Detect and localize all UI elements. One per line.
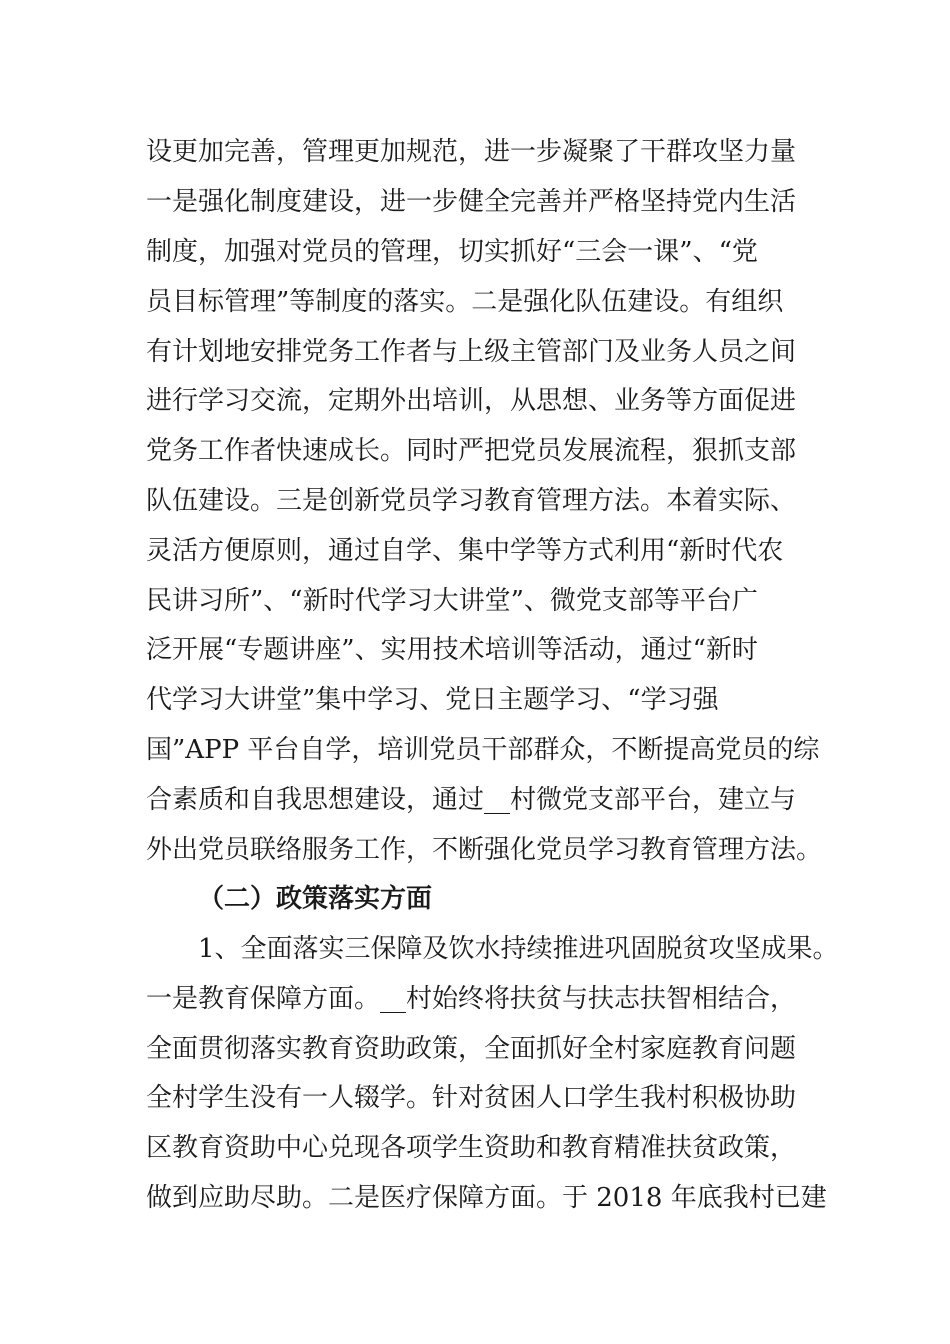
paragraph-line: 国”APP 平台自学，培训党员干部群众，不断提高党员的综 — [146, 735, 820, 765]
section-heading: （二）政策落实方面 — [198, 884, 433, 914]
paragraph-line: 员目标管理”等制度的落实。二是强化队伍建设。有组织 — [146, 287, 784, 317]
paragraph-line: 进行学习交流，定期外出培训，从思想、业务等方面促进 — [146, 386, 797, 416]
paragraph-line: 党务工作者快速成长。同时严把党员发展流程，狠抓支部 — [146, 436, 797, 466]
paragraph-line: 泛开展“专题讲座”、实用技术培训等活动，通过“新时 — [146, 635, 758, 665]
paragraph-line: 民讲习所”、“新时代学习大讲堂”、微党支部等平台广 — [146, 586, 758, 616]
paragraph-line: 队伍建设。三是创新党员学习教育管理方法。本着实际、 — [146, 486, 797, 516]
paragraph-line: 做到应助尽助。二是医疗保障方面。于 2018 年底我村已建 — [146, 1183, 827, 1213]
paragraph-line: 一是强化制度建设，进一步健全完善并严格坚持党内生活 — [146, 187, 797, 217]
paragraph-line: 区教育资助中心兑现各项学生资助和教育精准扶贫政策， — [146, 1133, 797, 1163]
paragraph-line: 代学习大讲堂”集中学习、党日主题学习、“学习强 — [146, 685, 719, 715]
paragraph-line: 灵活方便原则，通过自学、集中学等方式利用“新时代农 — [146, 536, 784, 566]
paragraph-line: 一是教育保障方面。__村始终将扶贫与扶志扶智相结合， — [146, 984, 797, 1014]
paragraph-line: 全村学生没有一人辍学。针对贫困人口学生我村积极协助 — [146, 1083, 797, 1113]
paragraph-line: 全面贯彻落实教育资助政策，全面抓好全村家庭教育问题 — [146, 1034, 797, 1064]
paragraph-line: 外出党员联络服务工作，不断强化党员学习教育管理方法。 — [146, 835, 823, 865]
paragraph-line: 1、全面落实三保障及饮水持续推进巩固脱贫攻坚成果。 — [198, 934, 839, 964]
paragraph-line: 设更加完善，管理更加规范，进一步凝聚了干群攻坚力量 — [146, 137, 797, 167]
paragraph-line: 制度，加强对党员的管理，切实抓好“三会一课”、“党 — [146, 237, 758, 267]
paragraph-line: 有计划地安排党务工作者与上级主管部门及业务人员之间 — [146, 337, 797, 367]
paragraph-line: 合素质和自我思想建设，通过__村微党支部平台，建立与 — [146, 785, 797, 815]
